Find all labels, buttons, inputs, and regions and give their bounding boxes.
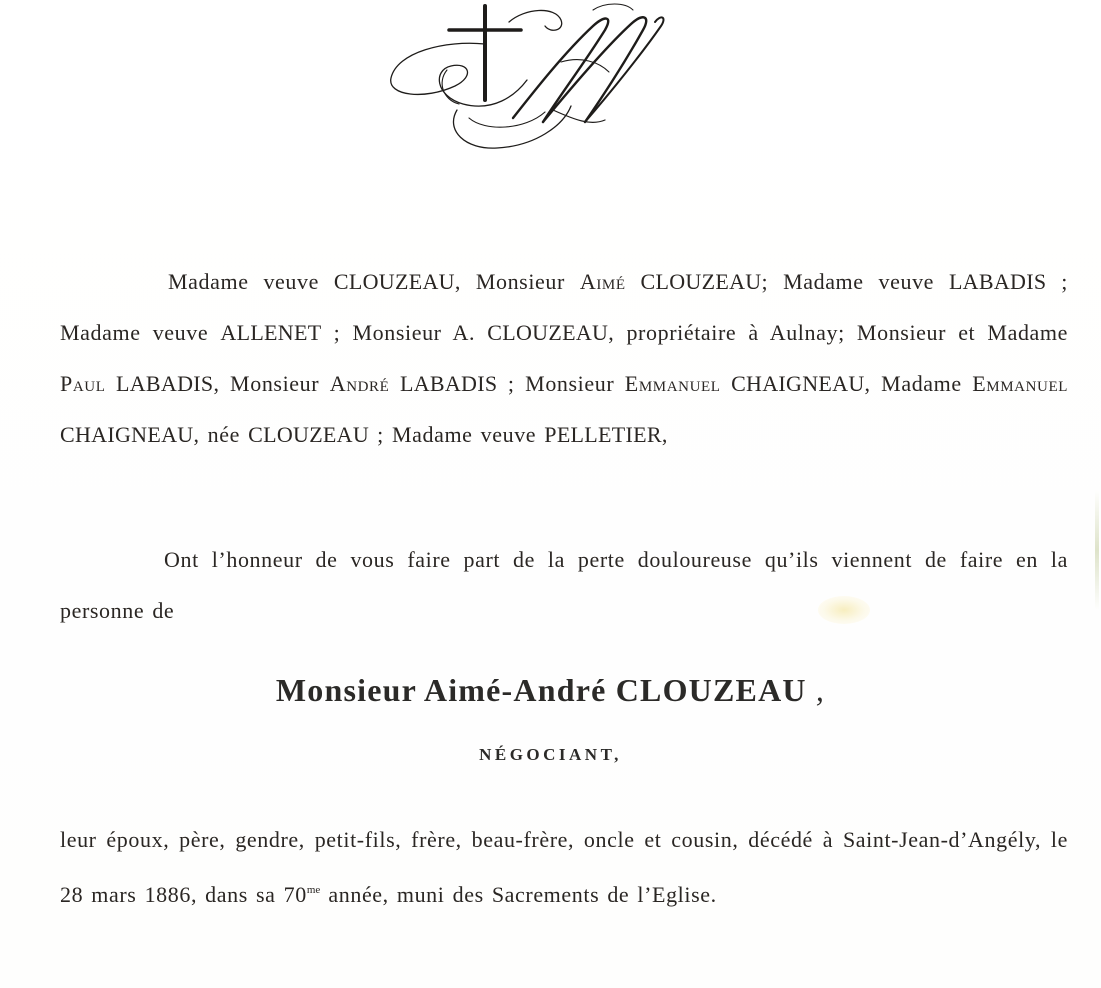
text-run — [721, 371, 732, 396]
given-name: Aimé — [579, 269, 626, 294]
family-members-paragraph — [60, 256, 1068, 460]
deceased-surname: CLOUZEAU — [615, 672, 807, 708]
surname: CLOUZEAU — [333, 269, 455, 294]
text-run: , propriétaire à Aulnay; Monsieur et Madame — [608, 320, 1068, 345]
text-run: , Monsieur — [454, 269, 580, 294]
given-name: Emmanuel — [624, 371, 721, 396]
text-run: ; Madame veuve — [369, 422, 545, 447]
given-name: Emmanuel — [972, 371, 1068, 396]
death-details-paragraph — [60, 814, 1068, 920]
text-run: ; Madame veuve — [60, 269, 1068, 345]
surname: PELLETIER — [544, 422, 662, 447]
surname: CLOUZEAU — [487, 320, 609, 345]
text-run: ; Monsieur A. — [321, 320, 488, 345]
deceased-occupation: NÉGOCIANT, — [479, 745, 622, 764]
text-run: , — [661, 422, 668, 447]
surname: CHAIGNEAU — [731, 371, 865, 396]
text-run: ; Monsieur — [497, 371, 625, 396]
paper-stain — [818, 596, 870, 624]
deceased-title: Monsieur Aimé-André — [275, 672, 607, 708]
text-run — [626, 269, 641, 294]
text-run: , née — [193, 422, 249, 447]
given-name: André — [329, 371, 390, 396]
deceased-name — [0, 672, 1101, 709]
surname: LABADIS — [399, 371, 498, 396]
paper-edge-mark — [1095, 490, 1099, 610]
surname: CLOUZEAU — [640, 269, 762, 294]
ordinal-suffix: me — [306, 884, 321, 896]
text-run — [389, 371, 400, 396]
text-run: , Monsieur — [213, 371, 330, 396]
text-run: Madame veuve — [168, 269, 334, 294]
surname: CHAIGNEAU — [60, 422, 194, 447]
deceased-comma: , — [815, 672, 826, 708]
given-name: Paul — [60, 371, 106, 396]
announcement-paragraph: Ont l’honneur de vous faire part de la perte douloureuse qu’ils viennent de faire en la personne de — [60, 547, 1068, 623]
text-run: , Madame — [864, 371, 973, 396]
text-run: ; Madame veuve — [761, 269, 949, 294]
text-run: leur époux, père, gendre, petit-fils, frère, beau-frère, oncle et cousin, décédé à Saint-Jean-d’Angély, le 28 mars 1886, dans sa 70 — [60, 827, 1068, 907]
surname: LABADIS — [948, 269, 1047, 294]
cross-monogram-icon — [385, 0, 675, 160]
surname: CLOUZEAU — [248, 422, 370, 447]
surname: LABADIS — [116, 371, 214, 396]
text-run: année, muni des Sacrements de l’Eglise. — [320, 882, 717, 907]
text-run — [105, 371, 116, 396]
surname: ALLENET — [220, 320, 322, 345]
